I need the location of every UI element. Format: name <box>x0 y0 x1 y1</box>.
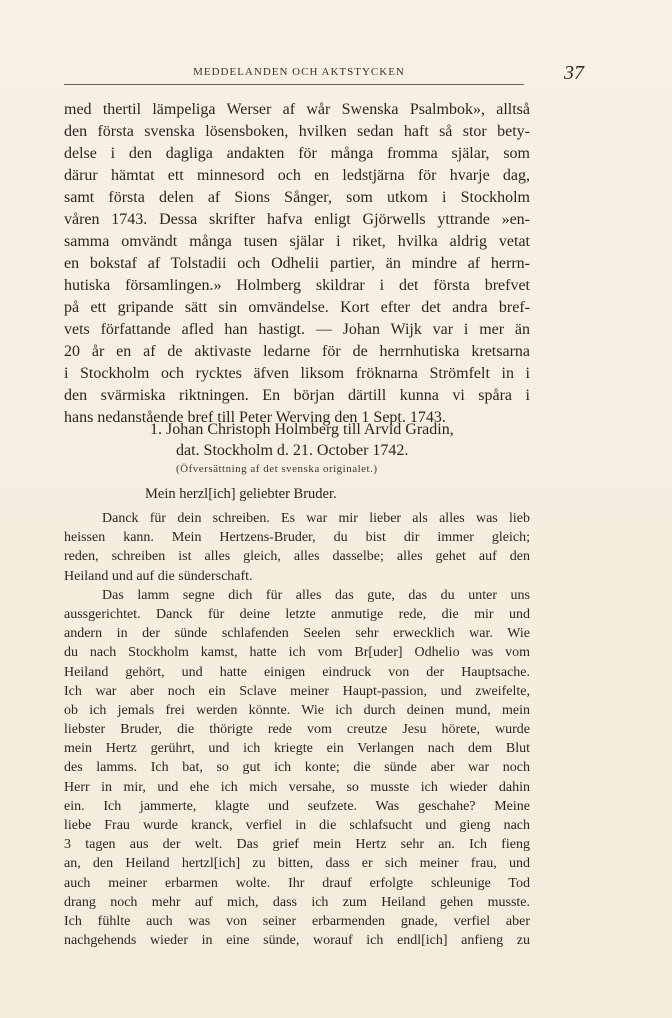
letter-line: nachgehends wieder in eine sünde, worauf ich endl[ich] anfieng zu <box>64 933 530 949</box>
letter-line: Heiland gehört, und hatte einigen eindruck von der Hauptsache. <box>64 664 530 680</box>
letter-line: 3 tagen aus der welt. Das grief mein Hertz sehr an. Ich fieng <box>64 837 530 853</box>
body-line: därur hämtat ett minnesord och en ledstjärna för hvarje dag, <box>64 167 530 184</box>
letter-line: Das lamm segne dich für alles das gute, das du unter uns <box>102 587 530 603</box>
body-line: den första svenska lösensboken, hvilken sedan haft så stor bety- <box>64 123 530 140</box>
body-line: i Stockholm och rycktes äfven liksom fröknarna Strömfelt in i <box>64 365 530 382</box>
letter-line: Danck für dein schreiben. Es war mir lieber als alles was lieb <box>102 511 530 526</box>
letter-line: Ich fühlte auch was von seiner erbarmenden gnade, verfiel aber <box>64 913 530 929</box>
letter-line: du nach Stockholm kamst, hatte ich vom Br[uder] Odhelio was vom <box>64 645 530 661</box>
letter-line: ob ich jemals frei werden könnte. Wie ich durch deinen mund, mein <box>64 702 530 718</box>
body-line: hutiska församlingen.» Holmberg skildrar i det första brefvet <box>64 277 530 294</box>
body-line: 20 år en af de aktivaste ledarne för de herrnhutiska kretsarna <box>64 343 530 360</box>
letter-line: auch meiner erbarmen wolte. Ihr drauf erfolgte schleunige Tod <box>64 875 530 891</box>
letter-line: heissen kann. Mein Hertzens-Bruder, du bist dir immer gleich; <box>64 530 530 546</box>
running-head: MEDDELANDEN OCH AKTSTYCKEN <box>193 66 405 78</box>
body-line: delse i den dagliga andakten för många fromma själar, som <box>64 145 530 162</box>
body-line: hans nedanstående bref till Peter Werving den 1 Sept. 1743. <box>64 409 446 426</box>
letter-salutation: Mein herzl[ich] geliebter Bruder. <box>145 486 337 502</box>
letter-line: ein. Ich jammerte, klagte und seufzete. Was geschahe? Meine <box>64 798 530 814</box>
body-line: samt första delen af Sions Sånger, som utkom i Stockholm <box>64 189 530 206</box>
letter-line: andern in der sünde schlafenden Seelen sehr erwecklich war. Wie <box>64 626 530 642</box>
letter-line: liebe Frau wurde kranck, verfiel in die schlafsucht und gieng nach <box>64 818 530 833</box>
letter-line: reden, schreiben ist alles gleich, alles dasselbe; alles gehet auf den <box>64 549 530 565</box>
translation-note: (Öfversättning af det svenska originalet.) <box>176 463 378 475</box>
body-line: på ett gripande sätt sin omvändelse. Kort efter det andra bref- <box>64 299 530 316</box>
body-paragraph <box>64 99 530 429</box>
letter-line: aussgerichtet. Danck für deine letzte anmutige rede, die mir und <box>64 606 530 622</box>
body-line: en bokstaf af Tolstadii och Odhelii partier, än mindre af herrn- <box>64 255 530 272</box>
letter-title <box>150 419 510 461</box>
body-line: våren 1743. Dessa skrifter hafva enligt Gjörwells yttrande »en- <box>64 211 530 228</box>
letter-line: Herr in mir, und ehe ich mich versahe, so musste ich wieder dahin <box>64 779 530 795</box>
letter-line: liebster Bruder, die thörigte rede vom creutze Jesu hörete, wurde <box>64 722 530 738</box>
letter-line: mein Hertz gerührt, und ich kriegte ein Verlangen nach dem Blut <box>64 741 530 757</box>
page-number: 37 <box>564 62 584 84</box>
body-line: den svärmiska riktningen. En början därtill kunna vi spåra i <box>64 387 530 404</box>
letter-line: an, den Heiland hertzl[ich] zu bitten, dass er sich meiner frau, und <box>64 856 530 872</box>
body-line: vets författande afled han hastigt. — Johan Wijk var i mer än <box>64 321 530 338</box>
letter-line: Heiland und auf die sünderschaft. <box>64 568 253 584</box>
header-rule <box>64 84 524 85</box>
letter-line: des lamms. Ich bat, so gut ich konte; die sünde aber war noch <box>64 760 530 776</box>
letter-line: drang noch mehr auf mich, dass ich zum Heiland gehen musste. <box>64 894 530 910</box>
letter-title-line: 1. Johan Christoph Holmberg till Arvid Gradin, <box>150 421 454 438</box>
body-line: samma omvändt många tusen själar i riket, hvilka aldrig vetat <box>64 233 530 250</box>
body-line: med thertil lämpeliga Werser af wår Swenska Psalmbok», alltså <box>64 101 530 118</box>
letter-line: Ich war aber noch ein Sclave meiner Haupt-passion, und zweifelte, <box>64 683 530 699</box>
letter-body <box>64 509 530 950</box>
letter-date-line: dat. Stockholm d. 21. October 1742. <box>176 442 409 459</box>
